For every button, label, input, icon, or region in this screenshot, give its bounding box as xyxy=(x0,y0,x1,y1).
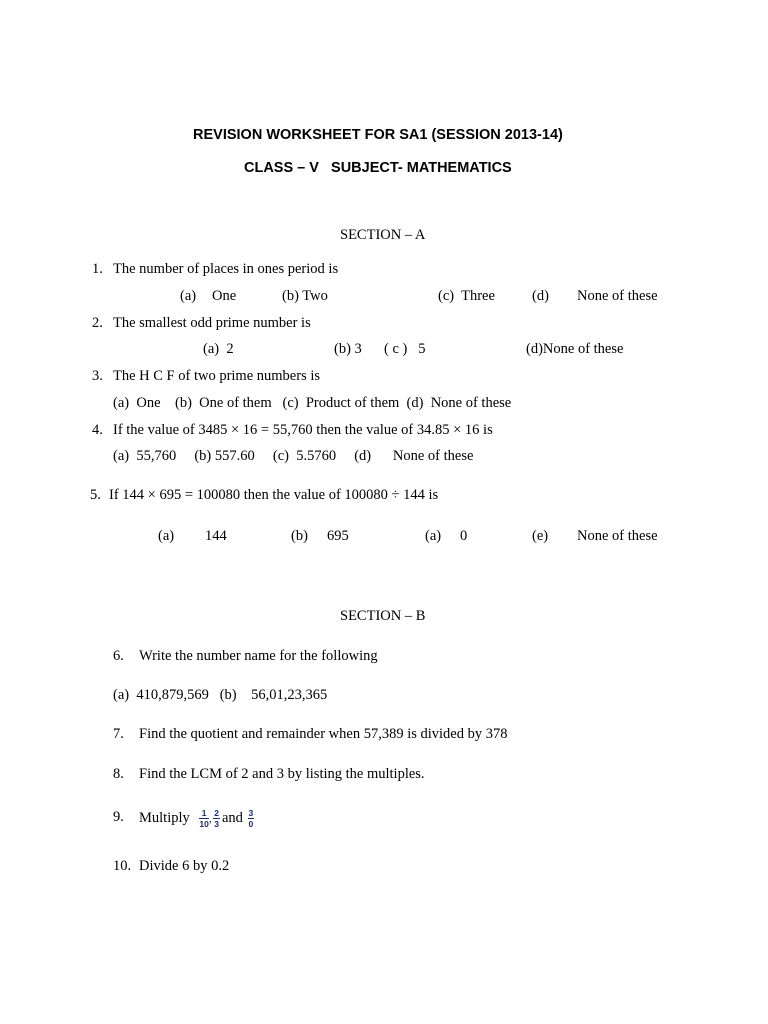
fraction-separator: , xyxy=(208,813,212,825)
question-9-row xyxy=(139,804,254,833)
fraction-3 xyxy=(248,809,255,829)
question-1-option: One xyxy=(212,288,237,304)
fraction-2-denominator: 3 xyxy=(214,819,219,830)
fraction-2-numerator: 2 xyxy=(214,807,219,818)
fraction-3-numerator: 3 xyxy=(248,807,254,818)
question-6-number: 6. xyxy=(113,648,124,664)
question-3-number: 3. xyxy=(92,368,103,384)
question-5-option: (a) xyxy=(158,528,175,544)
question-7-number: 7. xyxy=(113,726,124,742)
question-1-option: (b) Two xyxy=(282,288,328,304)
fraction-2 xyxy=(213,809,220,829)
question-2-option: (a) 2 xyxy=(203,341,234,357)
question-5-text: If 144 × 695 = 100080 then the value of 100080 ÷ 144 is xyxy=(109,487,439,503)
fraction-joiner: and xyxy=(221,810,243,826)
question-3-options: (a) One (b) One of them (c) Product of them (d) None of these xyxy=(113,395,512,411)
question-1-text: The number of places in ones period is xyxy=(113,261,339,277)
fraction-1 xyxy=(199,809,208,829)
question-1-option: None of these xyxy=(577,288,658,304)
question-2-number: 2. xyxy=(92,315,103,331)
question-2-option: (b) 3 xyxy=(334,341,362,357)
question-9-number: 9. xyxy=(113,809,124,825)
fraction-1-denominator: 10 xyxy=(199,819,209,830)
question-5-number: 5. xyxy=(90,487,101,503)
question-5-option: (a) xyxy=(425,528,442,544)
question-7-text: Find the quotient and remainder when 57,389 is divided by 378 xyxy=(139,726,508,742)
question-5-option: 0 xyxy=(460,528,468,544)
question-9-text: Multiply xyxy=(139,810,190,826)
question-6-parts: (a) 410,879,569 (b) 56,01,23,365 xyxy=(113,687,328,703)
fraction-1-numerator: 1 xyxy=(199,809,208,820)
question-5-option: (e) xyxy=(532,528,549,544)
worksheet-subtitle: CLASS – V SUBJECT- MATHEMATICS xyxy=(244,160,512,176)
fraction-3-denominator: 0 xyxy=(248,819,254,830)
question-4-number: 4. xyxy=(92,422,103,438)
question-1-option: (c) Three xyxy=(438,288,495,304)
question-1-option: (a) xyxy=(180,288,197,304)
worksheet-title: REVISION WORKSHEET FOR SA1 (SESSION 2013-14) xyxy=(193,127,563,143)
question-1-number: 1. xyxy=(92,261,103,277)
question-10-text: Divide 6 by 0.2 xyxy=(139,858,230,874)
question-8-number: 8. xyxy=(113,766,124,782)
question-4-text: If the value of 3485 × 16 = 55,760 then the value of 34.85 × 16 is xyxy=(113,422,493,438)
question-5-option: 144 xyxy=(205,528,227,544)
question-5-option: (b) xyxy=(291,528,308,544)
question-5-option: 695 xyxy=(327,528,349,544)
section-a-heading: SECTION – A xyxy=(340,227,426,243)
section-b-heading: SECTION – B xyxy=(340,608,426,624)
question-2-text: The smallest odd prime number is xyxy=(113,315,311,331)
question-4-options: (a) 55,760 (b) 557.60 (c) 5.5760 (d) None of these xyxy=(113,448,474,464)
question-5-option: None of these xyxy=(577,528,658,544)
question-3-text: The H C F of two prime numbers is xyxy=(113,368,321,384)
question-1-option: (d) xyxy=(532,288,549,304)
question-8-text: Find the LCM of 2 and 3 by listing the multiples. xyxy=(139,766,425,782)
question-6-text: Write the number name for the following xyxy=(139,648,378,664)
question-2-option: ( c ) 5 xyxy=(384,341,426,357)
question-2-option: (d)None of these xyxy=(526,341,624,357)
question-10-number: 10. xyxy=(113,858,132,874)
